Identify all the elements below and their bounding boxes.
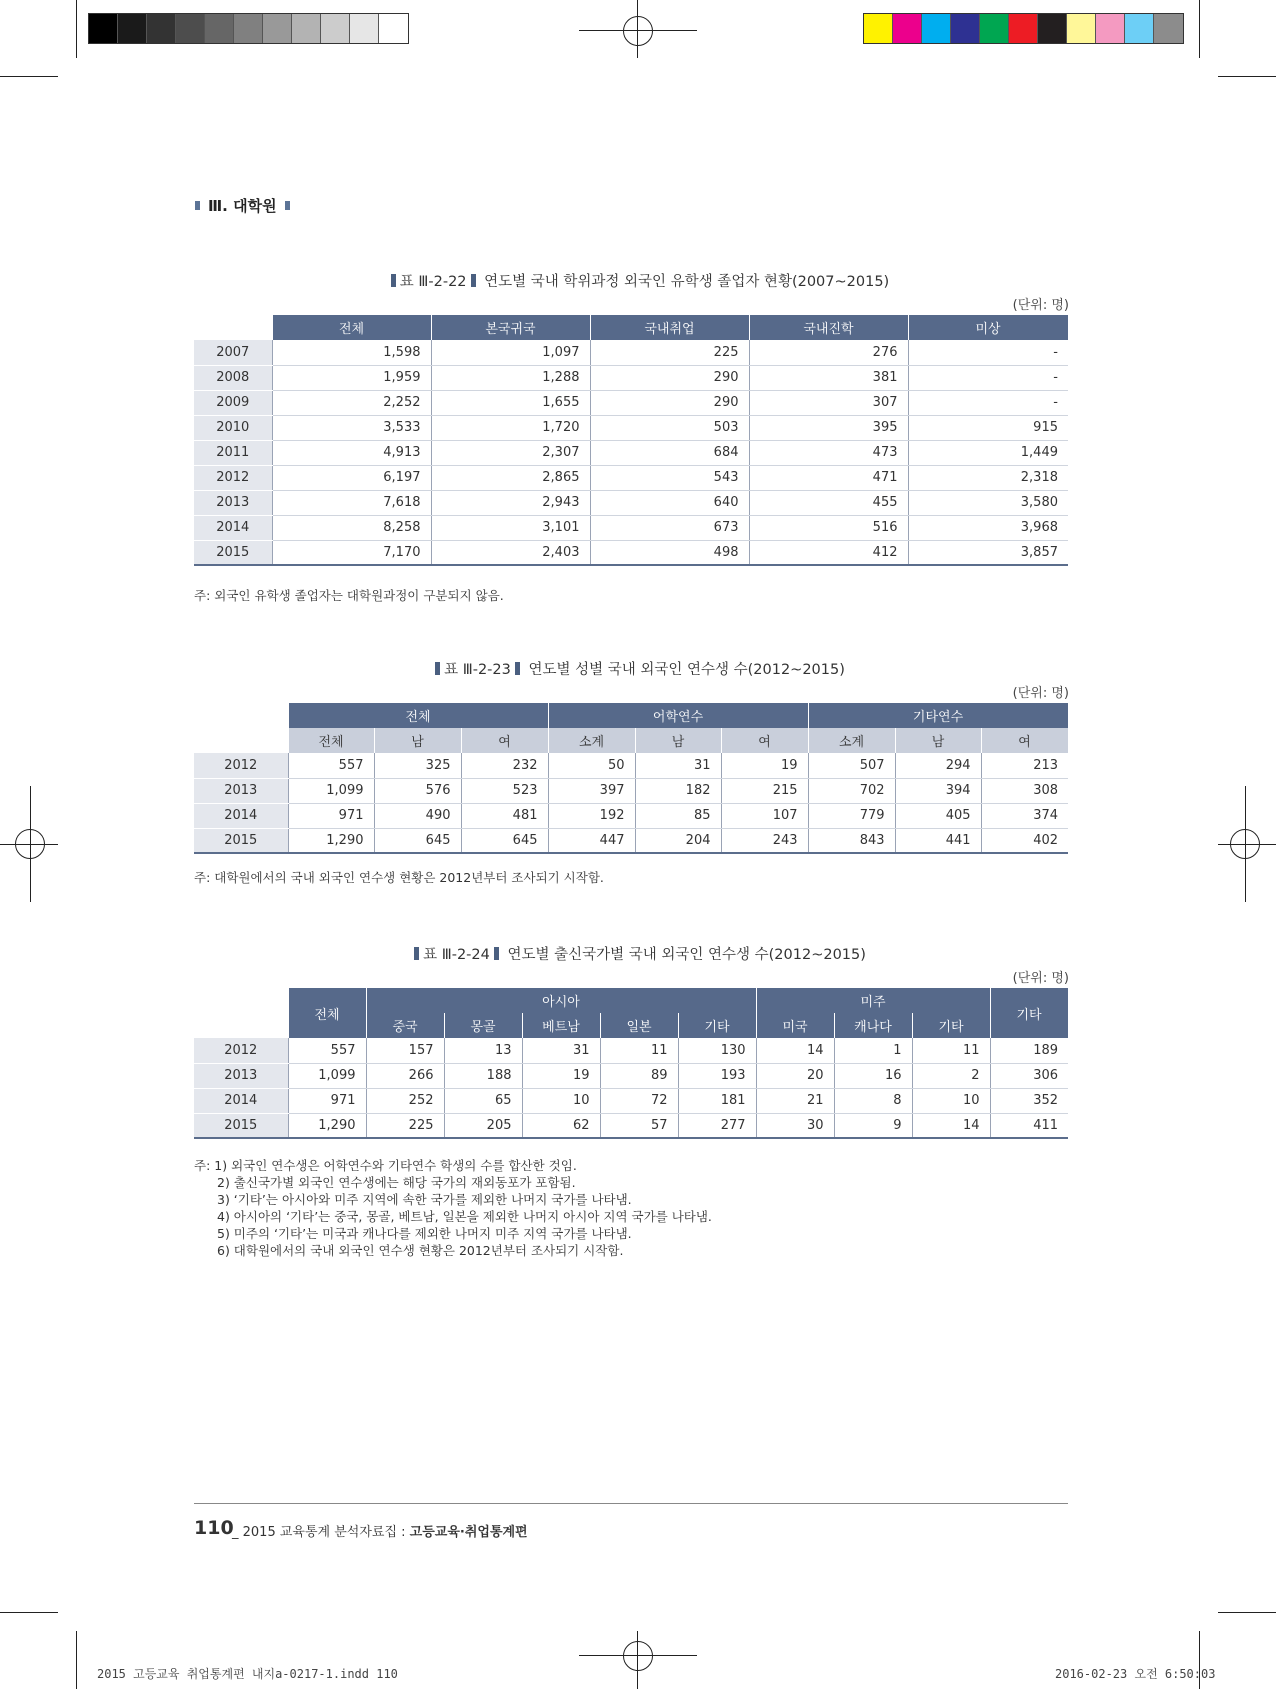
value-cell: 213 [981, 753, 1068, 778]
column-header: 국내진학 [749, 315, 908, 340]
value-cell: - [908, 340, 1068, 365]
caption-bar [414, 947, 419, 960]
table3-number: 표 Ⅲ-2-24 [423, 947, 490, 963]
sub-header: 여 [461, 728, 548, 753]
color-swatch [1009, 14, 1038, 43]
column-header: 본국귀국 [431, 315, 590, 340]
value-cell: 576 [374, 778, 461, 803]
year-cell: 2008 [194, 365, 272, 390]
value-cell: 307 [749, 390, 908, 415]
table3-notes [194, 1157, 712, 1259]
sub-header: 기타 [678, 1013, 756, 1038]
slug-file: 2015 고등교육 취업통계편 내지a-0217-1.indd 110 [97, 1667, 398, 1681]
value-cell: 779 [808, 803, 895, 828]
value-cell: 3,101 [431, 515, 590, 540]
color-swatch [1154, 14, 1183, 43]
value-cell: 523 [461, 778, 548, 803]
table2-unit: (단위: 명) [1012, 686, 1069, 701]
color-swatch [263, 14, 292, 43]
crop-mark [76, 1631, 77, 1689]
value-cell: 14 [756, 1038, 834, 1063]
sub-header: 여 [981, 728, 1068, 753]
value-cell: 490 [374, 803, 461, 828]
group-header-asia: 아시아 [366, 988, 756, 1013]
value-cell: 374 [981, 803, 1068, 828]
value-cell: 62 [522, 1113, 600, 1138]
value-cell: 640 [590, 490, 749, 515]
value-cell: 645 [374, 828, 461, 853]
value-cell: 1,290 [288, 828, 374, 853]
year-cell: 2012 [194, 465, 272, 490]
value-cell: 11 [912, 1038, 990, 1063]
table-row [194, 1113, 1068, 1138]
value-cell: 19 [522, 1063, 600, 1088]
table-row [194, 778, 1068, 803]
table-row [194, 1063, 1068, 1088]
color-swatch [234, 14, 263, 43]
year-cell: 2012 [194, 753, 288, 778]
value-cell: 3,968 [908, 515, 1068, 540]
table2-caption [0, 658, 1276, 679]
value-cell: 205 [444, 1113, 522, 1138]
value-cell: 395 [749, 415, 908, 440]
page-number: 110 [194, 1517, 234, 1539]
book-title-prefix: _ 2015 교육통계 분석자료집 : [232, 1525, 410, 1540]
book-title-bold: 고등교육·취업통계편 [409, 1525, 528, 1540]
value-cell: 290 [590, 365, 749, 390]
value-cell: 10 [912, 1088, 990, 1113]
value-cell: 306 [990, 1063, 1068, 1088]
value-cell: 507 [808, 753, 895, 778]
section-header [195, 195, 290, 216]
corner-cell [194, 988, 288, 1013]
value-cell: 31 [635, 753, 721, 778]
value-cell: 1,097 [431, 340, 590, 365]
caption-bar [494, 947, 499, 960]
sub-header: 중국 [366, 1013, 444, 1038]
color-swatch [205, 14, 234, 43]
table1-caption [0, 270, 1276, 291]
sub-header: 캐나다 [834, 1013, 912, 1038]
value-cell: - [908, 365, 1068, 390]
value-cell: - [908, 390, 1068, 415]
year-cell: 2015 [194, 828, 288, 853]
value-cell: 394 [895, 778, 981, 803]
value-cell: 57 [600, 1113, 678, 1138]
value-cell: 2,252 [272, 390, 431, 415]
value-cell: 2,318 [908, 465, 1068, 490]
table-row [194, 828, 1068, 853]
color-swatch [292, 14, 321, 43]
value-cell: 3,580 [908, 490, 1068, 515]
value-cell: 1,720 [431, 415, 590, 440]
caption-bar [435, 662, 440, 675]
corner-cell [194, 1013, 288, 1038]
year-cell: 2015 [194, 540, 272, 565]
color-swatch [893, 14, 922, 43]
table-row [194, 1088, 1068, 1113]
value-cell: 13 [444, 1038, 522, 1063]
value-cell: 189 [990, 1038, 1068, 1063]
table-row [194, 490, 1068, 515]
note-line: 2) 출신국가별 외국인 연수생에는 해당 국가의 재외동포가 포함됨. [217, 1175, 576, 1190]
value-cell: 232 [461, 753, 548, 778]
value-cell: 276 [749, 340, 908, 365]
table-row [194, 753, 1068, 778]
value-cell: 498 [590, 540, 749, 565]
value-cell: 381 [749, 365, 908, 390]
sub-header: 전체 [288, 728, 374, 753]
value-cell: 10 [522, 1088, 600, 1113]
value-cell: 397 [548, 778, 635, 803]
value-cell: 402 [981, 828, 1068, 853]
table-row [194, 365, 1068, 390]
value-cell: 915 [908, 415, 1068, 440]
color-swatch [89, 14, 118, 43]
value-cell: 411 [990, 1113, 1068, 1138]
value-cell: 3,857 [908, 540, 1068, 565]
value-cell: 157 [366, 1038, 444, 1063]
table2 [194, 703, 1069, 854]
crop-mark [1218, 1612, 1276, 1613]
value-cell: 557 [288, 1038, 366, 1063]
value-cell: 9 [834, 1113, 912, 1138]
other-header: 기타 [990, 988, 1068, 1038]
section-bullet [285, 201, 290, 210]
table-row [194, 390, 1068, 415]
value-cell: 4,913 [272, 440, 431, 465]
sub-header: 몽골 [444, 1013, 522, 1038]
value-cell: 1,959 [272, 365, 431, 390]
value-cell: 6,197 [272, 465, 431, 490]
table-row [194, 340, 1068, 365]
value-cell: 294 [895, 753, 981, 778]
value-cell: 325 [374, 753, 461, 778]
year-cell: 2010 [194, 415, 272, 440]
color-swatch [147, 14, 176, 43]
color-swatch [118, 14, 147, 43]
color-swatch [922, 14, 951, 43]
crop-mark [76, 0, 77, 58]
book-title [232, 1521, 528, 1540]
value-cell: 7,618 [272, 490, 431, 515]
value-cell: 503 [590, 415, 749, 440]
value-cell: 252 [366, 1088, 444, 1113]
value-cell: 412 [749, 540, 908, 565]
year-cell: 2012 [194, 1038, 288, 1063]
year-cell: 2014 [194, 803, 288, 828]
corner-cell [194, 703, 288, 728]
note-line: 3) ‘기타’는 아시아와 미주 지역에 속한 국가를 제외한 나머지 국가를 나타냄. [217, 1192, 632, 1207]
color-swatch [1096, 14, 1125, 43]
sub-header: 기타 [912, 1013, 990, 1038]
note-line: 5) 미주의 ‘기타’는 미국과 캐나다를 제외한 나머지 미주 지역 국가를 나타냄. [217, 1226, 632, 1241]
column-header: 국내취업 [590, 315, 749, 340]
sub-header: 남 [895, 728, 981, 753]
value-cell: 471 [749, 465, 908, 490]
value-cell: 215 [721, 778, 808, 803]
note-line: 6) 대학원에서의 국내 외국인 연수생 현황은 2012년부터 조사되기 시작함. [217, 1243, 624, 1258]
table-row [194, 803, 1068, 828]
value-cell: 971 [288, 803, 374, 828]
group-header-america: 미주 [756, 988, 990, 1013]
section-bullet [195, 201, 200, 210]
registration-mark [623, 16, 653, 46]
total-header: 전체 [288, 988, 366, 1038]
year-cell: 2014 [194, 1088, 288, 1113]
color-swatch [1038, 14, 1067, 43]
value-cell: 89 [600, 1063, 678, 1088]
process-color-bar [863, 13, 1184, 44]
value-cell: 14 [912, 1113, 990, 1138]
note-line: 4) 아시아의 ‘기타’는 중국, 몽골, 베트남, 일본을 제외한 나머지 아시아 지역 국가를 나타냄. [217, 1209, 712, 1224]
value-cell: 85 [635, 803, 721, 828]
color-swatch [350, 14, 379, 43]
corner-cell [194, 315, 272, 340]
value-cell: 181 [678, 1088, 756, 1113]
table2-number: 표 Ⅲ-2-23 [444, 662, 511, 678]
value-cell: 557 [288, 753, 374, 778]
year-cell: 2013 [194, 490, 272, 515]
gray-color-bar [88, 13, 409, 44]
color-swatch [176, 14, 205, 43]
value-cell: 277 [678, 1113, 756, 1138]
table3-title: 연도별 출신국가별 국내 외국인 연수생 수(2012~2015) [507, 947, 866, 963]
column-header: 전체 [272, 315, 431, 340]
value-cell: 1,099 [288, 778, 374, 803]
value-cell: 31 [522, 1038, 600, 1063]
color-swatch [379, 14, 408, 43]
sub-header: 소계 [808, 728, 895, 753]
value-cell: 455 [749, 490, 908, 515]
group-header: 전체 [288, 703, 548, 728]
value-cell: 243 [721, 828, 808, 853]
value-cell: 2,943 [431, 490, 590, 515]
value-cell: 188 [444, 1063, 522, 1088]
value-cell: 543 [590, 465, 749, 490]
value-cell: 20 [756, 1063, 834, 1088]
table3-caption [0, 943, 1276, 964]
crop-mark [1218, 76, 1276, 77]
color-swatch [1067, 14, 1096, 43]
column-header: 미상 [908, 315, 1068, 340]
value-cell: 645 [461, 828, 548, 853]
value-cell: 130 [678, 1038, 756, 1063]
value-cell: 447 [548, 828, 635, 853]
value-cell: 11 [600, 1038, 678, 1063]
value-cell: 1,099 [288, 1063, 366, 1088]
table-row [194, 440, 1068, 465]
crop-mark [0, 76, 58, 77]
value-cell: 2 [912, 1063, 990, 1088]
value-cell: 193 [678, 1063, 756, 1088]
value-cell: 405 [895, 803, 981, 828]
table-row [194, 1038, 1068, 1063]
value-cell: 2,865 [431, 465, 590, 490]
value-cell: 21 [756, 1088, 834, 1113]
year-cell: 2013 [194, 1063, 288, 1088]
table1 [194, 315, 1069, 566]
value-cell: 72 [600, 1088, 678, 1113]
color-swatch [864, 14, 893, 43]
value-cell: 481 [461, 803, 548, 828]
year-cell: 2014 [194, 515, 272, 540]
footer-divider [194, 1503, 1068, 1504]
value-cell: 1,288 [431, 365, 590, 390]
value-cell: 290 [590, 390, 749, 415]
value-cell: 182 [635, 778, 721, 803]
year-cell: 2013 [194, 778, 288, 803]
color-swatch [1125, 14, 1154, 43]
caption-bar [391, 274, 396, 287]
sub-header: 일본 [600, 1013, 678, 1038]
sub-header: 여 [721, 728, 808, 753]
registration-mark [623, 1641, 653, 1671]
value-cell: 1,655 [431, 390, 590, 415]
table-row [194, 465, 1068, 490]
value-cell: 7,170 [272, 540, 431, 565]
year-cell: 2007 [194, 340, 272, 365]
color-swatch [980, 14, 1009, 43]
value-cell: 516 [749, 515, 908, 540]
value-cell: 441 [895, 828, 981, 853]
value-cell: 225 [366, 1113, 444, 1138]
value-cell: 30 [756, 1113, 834, 1138]
crop-mark [0, 1612, 58, 1613]
group-header: 어학연수 [548, 703, 808, 728]
table3 [194, 988, 1069, 1139]
value-cell: 702 [808, 778, 895, 803]
value-cell: 225 [590, 340, 749, 365]
value-cell: 8,258 [272, 515, 431, 540]
sub-header: 미국 [756, 1013, 834, 1038]
registration-mark [15, 829, 45, 859]
sub-header: 베트남 [522, 1013, 600, 1038]
color-swatch [321, 14, 350, 43]
table1-unit: (단위: 명) [1012, 298, 1069, 313]
value-cell: 684 [590, 440, 749, 465]
value-cell: 843 [808, 828, 895, 853]
year-cell: 2011 [194, 440, 272, 465]
table-row [194, 540, 1068, 565]
value-cell: 473 [749, 440, 908, 465]
corner-cell [194, 728, 288, 753]
table1-title: 연도별 국내 학위과정 외국인 유학생 졸업자 현황(2007~2015) [484, 274, 890, 290]
value-cell: 1,290 [288, 1113, 366, 1138]
table1-number: 표 Ⅲ-2-22 [399, 274, 467, 290]
value-cell: 352 [990, 1088, 1068, 1113]
value-cell: 8 [834, 1088, 912, 1113]
value-cell: 107 [721, 803, 808, 828]
value-cell: 192 [548, 803, 635, 828]
value-cell: 971 [288, 1088, 366, 1113]
value-cell: 3,533 [272, 415, 431, 440]
sub-header: 남 [374, 728, 461, 753]
table2-note: 주: 대학원에서의 국내 외국인 연수생 현황은 2012년부터 조사되기 시작함. [194, 870, 604, 885]
value-cell: 1,598 [272, 340, 431, 365]
section-title: Ⅲ. 대학원 [208, 197, 277, 215]
value-cell: 673 [590, 515, 749, 540]
value-cell: 204 [635, 828, 721, 853]
value-cell: 65 [444, 1088, 522, 1113]
caption-bar [515, 662, 520, 675]
caption-bar [471, 274, 476, 287]
value-cell: 266 [366, 1063, 444, 1088]
table1-note: 주: 외국인 유학생 졸업자는 대학원과정이 구분되지 않음. [194, 588, 504, 603]
value-cell: 16 [834, 1063, 912, 1088]
value-cell: 308 [981, 778, 1068, 803]
table-row [194, 415, 1068, 440]
value-cell: 1 [834, 1038, 912, 1063]
value-cell: 19 [721, 753, 808, 778]
value-cell: 2,307 [431, 440, 590, 465]
crop-mark [1199, 0, 1200, 58]
year-cell: 2015 [194, 1113, 288, 1138]
note-line: 주: 1) 외국인 연수생은 어학연수와 기타연수 학생의 수를 합산한 것임. [194, 1158, 577, 1173]
table2-title: 연도별 성별 국내 외국인 연수생 수(2012~2015) [528, 662, 845, 678]
year-cell: 2009 [194, 390, 272, 415]
value-cell: 50 [548, 753, 635, 778]
table-row [194, 515, 1068, 540]
slug-date: 2016-02-23 오전 6:50:03 [1055, 1667, 1216, 1681]
table3-unit: (단위: 명) [1012, 971, 1069, 986]
group-header: 기타연수 [808, 703, 1068, 728]
value-cell: 1,449 [908, 440, 1068, 465]
registration-mark [1230, 829, 1260, 859]
sub-header: 소계 [548, 728, 635, 753]
color-swatch [951, 14, 980, 43]
sub-header: 남 [635, 728, 721, 753]
value-cell: 2,403 [431, 540, 590, 565]
